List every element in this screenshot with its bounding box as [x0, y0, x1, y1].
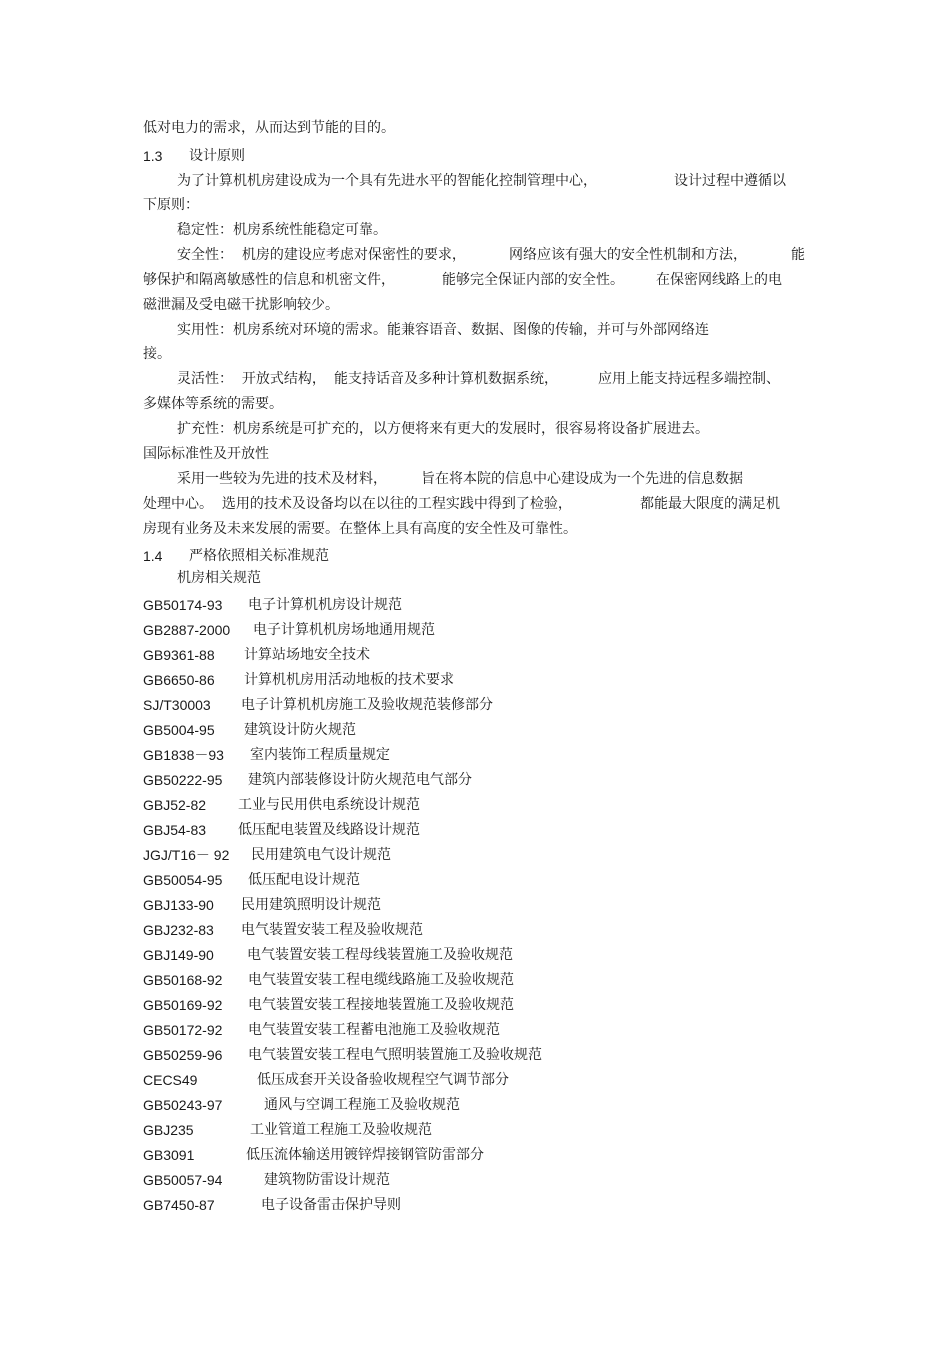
standard-name: 电气装置安装工程蓄电池施工及验收规范	[248, 1022, 500, 1038]
standard-code: GB5004-95	[143, 722, 215, 738]
standard-code: GB3091	[143, 1147, 195, 1163]
standard-code: GB50169-92	[143, 997, 223, 1013]
standard-name: 电气装置安装工程接地装置施工及验收规范	[248, 997, 514, 1013]
section-title-1-4: 严格依照相关标准规范	[189, 548, 329, 564]
para-line: 都能最大限度的满足机	[640, 496, 780, 512]
standard-code: GB50174-93	[143, 597, 223, 613]
standard-name: 室内装饰工程质量规定	[250, 747, 390, 763]
standard-code: GB1838－93	[143, 747, 224, 763]
standard-name: 电子计算机机房设计规范	[248, 597, 402, 613]
standard-name: 低压流体输送用镀锌焊接钢管防雷部分	[246, 1147, 484, 1163]
standard-code: SJ/T30003	[143, 697, 211, 713]
para-line: 接。	[143, 346, 171, 362]
standard-code: GBJ54-83	[143, 822, 207, 838]
standard-name: 计算站场地安全技术	[244, 647, 370, 663]
standard-code: GB2887-2000	[143, 622, 231, 638]
standard-code: CECS49	[143, 1072, 198, 1088]
intro-line: 低对电力的需求，从而达到节能的目的。	[143, 120, 395, 136]
standard-code: GB7450-87	[143, 1197, 215, 1213]
standard-name: 建筑物防雷设计规范	[264, 1172, 390, 1188]
standard-code: GB50222-95	[143, 772, 223, 788]
para-line: 为了计算机机房建设成为一个具有先进水平的智能化控制管理中心，	[177, 173, 597, 189]
para-line: 扩充性：机房系统是可扩充的，以方便将来有更大的发展时，很容易将设备扩展进去。	[177, 421, 709, 437]
section-title-1-3: 设计原则	[189, 148, 245, 164]
section-number-1-4: 1.4	[143, 548, 163, 564]
standard-code: GBJ52-82	[143, 797, 207, 813]
standard-name: 民用建筑照明设计规范	[241, 897, 381, 913]
standard-name: 电气装置安装工程母线装置施工及验收规范	[247, 947, 513, 963]
standard-name: 电子计算机机房场地通用规范	[253, 622, 435, 638]
standard-name: 电气装置安装工程及验收规范	[241, 922, 423, 938]
standard-code: JGJ/T16－ 92	[143, 847, 230, 863]
standard-code: GB50172-92	[143, 1022, 223, 1038]
para-line: 应用上能支持远程多端控制、	[598, 371, 780, 387]
standard-code: GB9361-88	[143, 647, 215, 663]
standard-name: 工业与民用供电系统设计规范	[238, 797, 420, 813]
standard-code: GB50057-94	[143, 1172, 223, 1188]
standard-code: GB50259-96	[143, 1047, 223, 1063]
para-line: 能	[791, 247, 805, 263]
para-line: 在保密网线路上的电	[656, 272, 782, 288]
standard-code: GB6650-86	[143, 672, 215, 688]
para-line: 实用性：机房系统对环境的需求。能兼容语音、数据、图像的传输，并可与外部网络连	[177, 322, 709, 338]
para-line: 下原则：	[143, 197, 199, 213]
standard-name: 电气装置安装工程电气照明装置施工及验收规范	[248, 1047, 542, 1063]
para-line: 处理中心。 选用的技术及设备均以在以往的工程实践中得到了检验，	[143, 496, 572, 512]
standard-code: GB50168-92	[143, 972, 223, 988]
standard-code: GBJ232-83	[143, 922, 214, 938]
subsection-title: 机房相关规范	[177, 570, 261, 586]
subsection-title: 国际标准性及开放性	[143, 446, 269, 462]
standard-code: GBJ149-90	[143, 947, 214, 963]
para-line: 能支持话音及多种计算机数据系统，	[334, 371, 558, 387]
para-line: 房现有业务及未来发展的需要。在整体上具有高度的安全性及可靠性。	[143, 521, 577, 537]
standard-name: 电子设备雷击保护导则	[261, 1197, 401, 1213]
standard-name: 电气装置安装工程电缆线路施工及验收规范	[248, 972, 514, 988]
para-line: 设计过程中遵循以	[674, 173, 786, 189]
para-line: 安全性： 机房的建设应考虑对保密性的要求，	[177, 247, 466, 263]
standard-name: 计算机机房用活动地板的技术要求	[244, 672, 454, 688]
para-line: 网络应该有强大的安全性机制和方法，	[509, 247, 747, 263]
standard-code: GB50243-97	[143, 1097, 223, 1113]
standard-code: GBJ133-90	[143, 897, 214, 913]
standard-name: 电子计算机机房施工及验收规范装修部分	[241, 697, 493, 713]
standard-name: 低压成套开关设备验收规程空气调节部分	[257, 1072, 509, 1088]
standard-name: 工业管道工程施工及验收规范	[250, 1122, 432, 1138]
para-line: 磁泄漏及受电磁干扰影响较少。	[143, 297, 339, 313]
para-line: 灵活性： 开放式结构，	[177, 371, 326, 387]
para-line: 能够完全保证内部的安全性。	[442, 272, 624, 288]
para-line: 采用一些较为先进的技术及材料，	[177, 471, 387, 487]
standard-code: GBJ235	[143, 1122, 194, 1138]
standard-name: 建筑内部装修设计防火规范电气部分	[248, 772, 472, 788]
section-number-1-3: 1.3	[143, 148, 163, 164]
standard-code: GB50054-95	[143, 872, 223, 888]
para-line: 旨在将本院的信息中心建设成为一个先进的信息数据	[421, 471, 743, 487]
standard-name: 建筑设计防火规范	[244, 722, 356, 738]
para-line: 够保护和隔离敏感性的信息和机密文件，	[143, 272, 395, 288]
standard-name: 低压配电装置及线路设计规范	[238, 822, 420, 838]
standard-name: 通风与空调工程施工及验收规范	[264, 1097, 460, 1113]
standard-name: 民用建筑电气设计规范	[251, 847, 391, 863]
para-line: 多媒体等系统的需要。	[143, 396, 283, 412]
para-line: 稳定性：机房系统性能稳定可靠。	[177, 222, 387, 238]
standard-name: 低压配电设计规范	[248, 872, 360, 888]
